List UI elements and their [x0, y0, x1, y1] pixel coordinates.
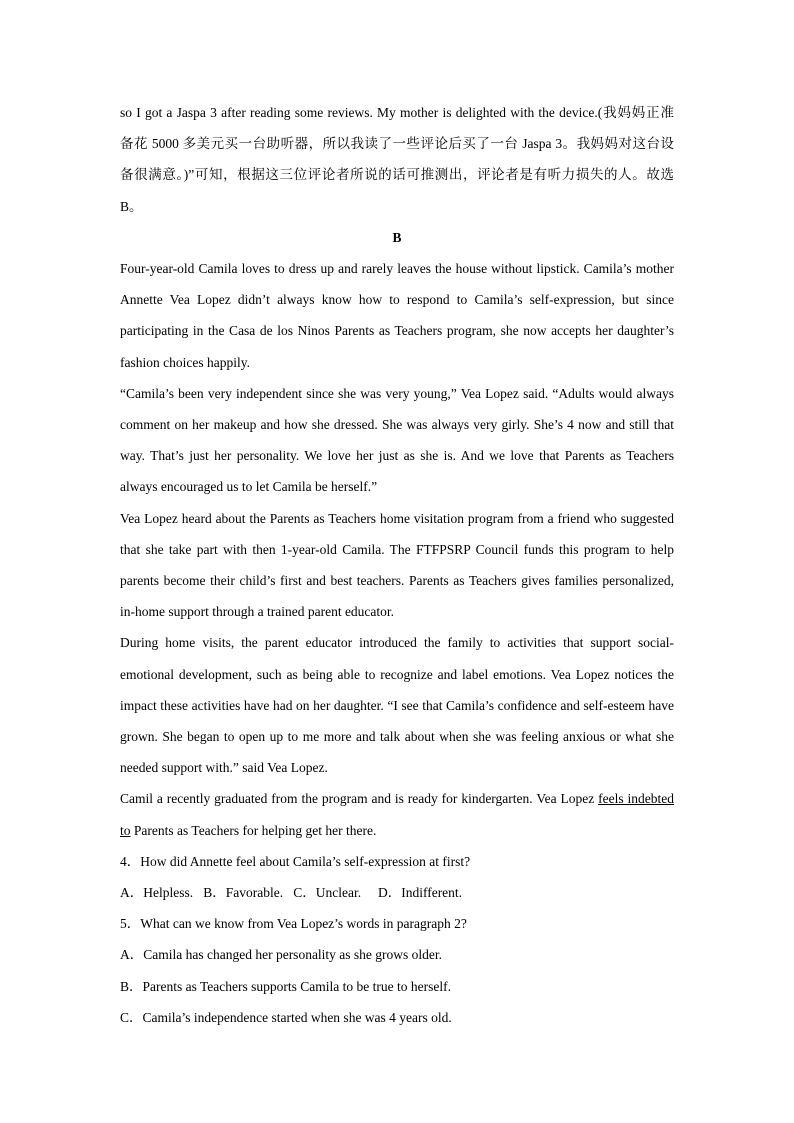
passage-paragraph-5 — [120, 783, 674, 845]
passage-paragraph-1: Four-year-old Camila loves to dress up and rarely leaves the house without lipstick. Camila’s mother Annette Vea Lopez didn’t always know how to respond to Camila’s self-expression, but since participating in the Casa de los Ninos Parents as Teachers program, she now accepts her daughter’s fashion choices happily. — [120, 261, 674, 370]
paragraph-5-text-end: Parents as Teachers for helping get her there. — [130, 822, 377, 838]
question-5-option-c: C．Camila’s independence started when she was 4 years old. — [120, 1009, 452, 1025]
paragraph-5-text-start: Camil a recently graduated from the program and is ready for kindergarten. Vea Lopez — [120, 791, 599, 807]
question-5-option-b: B．Parents as Teachers supports Camila to be true to herself. — [120, 978, 451, 994]
question-4-options: A．Helpless. B．Favorable. C．Unclear. D．Indifferent. — [120, 885, 463, 901]
passage-paragraph-2: “Camila’s been very independent since she was very young,” Vea Lopez said. “Adults would always comment on her makeup and how she dressed. She was always very girly. She’s 4 now and still that way. That’s just her personality. We love her just as she is. And we love that Parents as Teachers always encouraged us to let Camila be herself.” — [120, 385, 674, 495]
passage-paragraph-3: Vea Lopez heard about the Parents as Teachers home visitation program from a friend who suggested that she take part with then 1-year-old Camila. The FTFPSRP Council funds this program to help parents become their child’s first and best teachers. Parents as Teachers gives families personalized, in-home support through a trained parent educator. — [120, 510, 674, 620]
intro-line-4: B。 — [120, 198, 143, 214]
document-content — [120, 97, 674, 1033]
question-5-stem: 5．What can we know from Vea Lopez’s words in paragraph 2? — [120, 916, 467, 932]
question-4-stem: 4．How did Annette feel about Camila’s self-expression at first? — [120, 853, 471, 869]
section-title: B — [392, 229, 402, 245]
intro-line-2: 备花 5000 多美元买一台助听器，所以我读了一些评论后买了一台 Jaspa 3。我妈妈对这台设 — [120, 136, 674, 152]
intro-line-3: 备很满意。)”可知，根据这三位评论者所说的话可推测出，评论者是有听力损失的人。故选 — [120, 167, 674, 183]
intro-line-1: so I got a Jaspa 3 after reading some reviews. My mother is delighted with the device.(我妈妈正准 — [120, 105, 674, 120]
question-5-option-a: A．Camila has changed her personality as she grows older. — [120, 947, 443, 963]
underlined-phrase: feels indebted to — [120, 791, 674, 838]
passage-paragraph-4: During home visits, the parent educator introduced the family to activities that support social-emotional development, such as being able to recognize and label emotions. Vea Lopez notices the impact these activities have had on her daughter. “I see that Camila’s confidence and self-esteem have grown. She began to open up to me more and talk about when she was feeling anxious or what she needed support with.” said Vea Lopez. — [120, 635, 674, 776]
